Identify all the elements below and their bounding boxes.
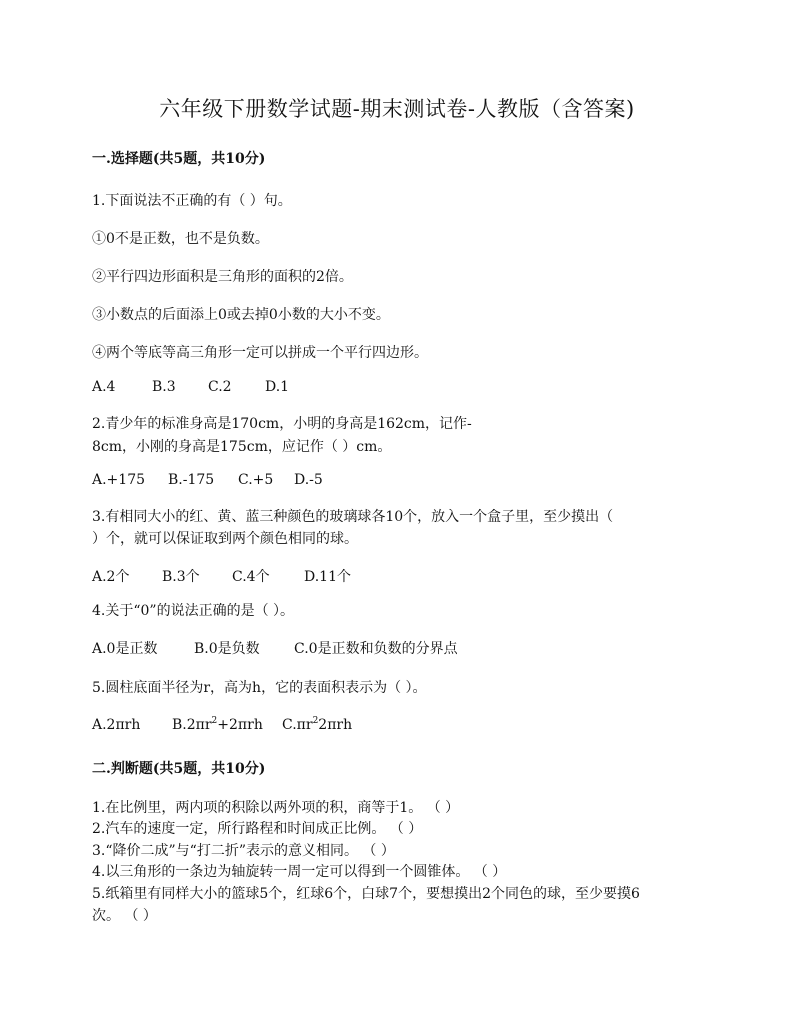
page-title: 六年级下册数学试题-期末测试卷-人教版（含答案) bbox=[159, 97, 635, 121]
option-c: C.4个 bbox=[232, 569, 270, 585]
question-3-options bbox=[92, 566, 351, 586]
judge-item-4: 4.以三角形的一条边为轴旋转一周一定可以得到一个圆锥体。 （ ） bbox=[92, 864, 507, 880]
option-c: C.0是正数和负数的分界点 bbox=[294, 641, 458, 657]
question-3-line-2: ）个，就可以保证取到两个颜色相同的球。 bbox=[92, 531, 358, 547]
option-a: A.+175 bbox=[92, 472, 146, 488]
judge-item-5-line-2: 次。 （ ） bbox=[92, 908, 157, 924]
option-c: C.2 bbox=[208, 379, 232, 395]
question-1-statement-2: ②平行四边形面积是三角形的面积的2倍。 bbox=[92, 269, 353, 285]
question-4-stem: 4.关于“0”的说法正确的是（ ）。 bbox=[92, 603, 295, 619]
judge-item-2: 2.汽车的速度一定，所行路程和时间成正比例。 （ ） bbox=[92, 821, 423, 837]
question-1-statement-1: ①0不是正数，也不是负数。 bbox=[92, 231, 269, 247]
judge-item-3: 3.“降价二成”与“打二折”表示的意义相同。 （ ） bbox=[92, 843, 395, 859]
option-c: $C.\pi r^22\pi rh$ bbox=[282, 716, 353, 733]
question-4-options bbox=[92, 638, 458, 658]
option-b: B.0是负数 bbox=[194, 641, 260, 657]
question-1-stem: 1.下面说法不正确的有（ ）句。 bbox=[92, 193, 292, 209]
question-1-statement-4: ④两个等底等高三角形一定可以拼成一个平行四边形。 bbox=[92, 345, 428, 361]
option-b: $B.2\pi r^2+2\pi rh$ bbox=[172, 716, 263, 733]
question-5-options bbox=[92, 716, 352, 733]
question-1-options bbox=[92, 379, 289, 395]
judge-item-1: 1.在比例里，两内项的积除以两外项的积，商等于1。 （ ） bbox=[92, 800, 460, 816]
option-c: C.+5 bbox=[238, 472, 274, 488]
option-a: A.2个 bbox=[92, 569, 130, 585]
option-d: D.11个 bbox=[304, 569, 351, 585]
question-5-stem: 5.圆柱底面半径为r，高为h，它的表面积表示为（ ）。 bbox=[92, 680, 427, 696]
section-heading-choice: 一.选择题(共5题，共10分) bbox=[92, 151, 266, 167]
option-b: B.-175 bbox=[168, 472, 215, 488]
option-d: D.1 bbox=[265, 379, 290, 395]
question-1-statement-3: ③小数点的后面添上0或去掉0小数的大小不变。 bbox=[92, 307, 390, 323]
question-2-line-2: 8cm，小刚的身高是175cm，应记作（ ）cm。 bbox=[92, 439, 392, 455]
question-2-options bbox=[92, 472, 323, 488]
section-heading-judge: 二.判断题(共5题，共10分) bbox=[92, 761, 266, 777]
option-b: B.3个 bbox=[162, 569, 200, 585]
judge-item-5-line-1: 5.纸箱里有同样大小的篮球5个，红球6个，白球7个，要想摸出2个同色的球，至少要摸6 bbox=[92, 886, 640, 902]
option-b: B.3 bbox=[152, 379, 176, 395]
option-a: A.4 bbox=[92, 379, 116, 395]
question-2-line-1: 2.青少年的标准身高是170cm，小明的身高是162cm，记作- bbox=[92, 416, 472, 432]
option-a: A.0是正数 bbox=[92, 641, 158, 657]
question-3-line-1: 3.有相同大小的红、黄、蓝三种颜色的玻璃球各10个，放入一个盒子里，至少摸出（ bbox=[92, 509, 614, 525]
option-a: A.2πrh bbox=[92, 717, 141, 733]
option-d: D.-5 bbox=[294, 472, 323, 488]
